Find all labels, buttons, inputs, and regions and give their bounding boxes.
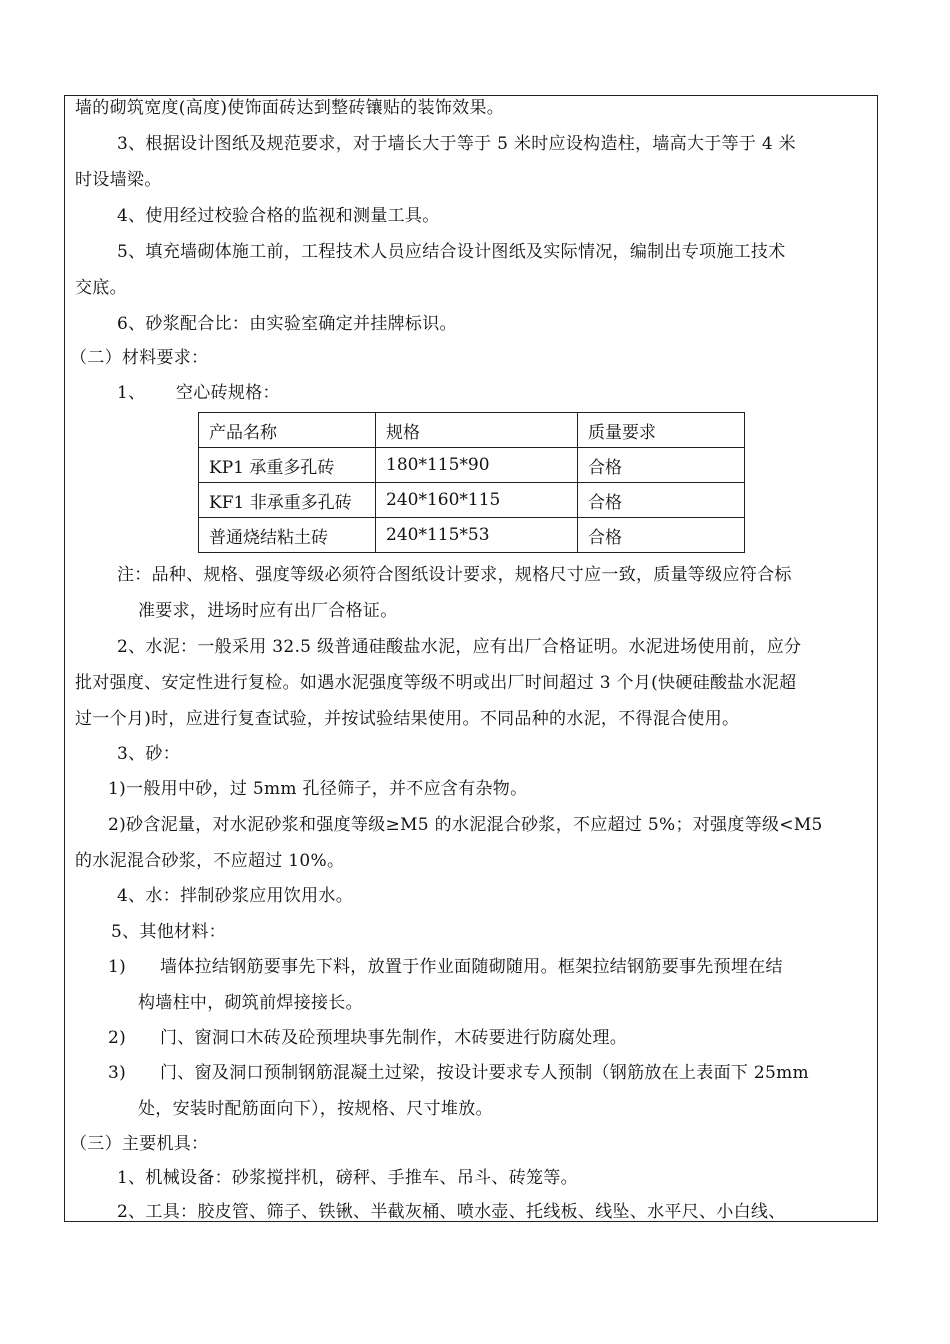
table-cell: KP1 承重多孔砖 <box>199 448 376 483</box>
section-heading-materials: （二）材料要求： <box>70 348 209 368</box>
paragraph-item-4: 4、使用经过校验合格的监视和测量工具。 <box>117 206 440 226</box>
table-header-cell: 质量要求 <box>578 413 745 448</box>
table-header-cell: 产品名称 <box>199 413 376 448</box>
table-row <box>199 518 745 553</box>
paragraph-continuation: 墙的砌筑宽度(高度)使饰面砖达到整砖镶贴的装饰效果。 <box>75 98 505 118</box>
sand-item-1: 1)一般用中砂，过 5mm 孔径筛子，并不应含有杂物。 <box>108 779 528 799</box>
other-item-1-cont: 构墙柱中，砌筑前焊接接长。 <box>138 993 363 1013</box>
other-item-number: 1) <box>108 957 127 977</box>
sand-item-2: 2)砂含泥量，对水泥砂浆和强度等级≥M5 的水泥混合砂浆，不应超过 5%；对强度等级<M5 <box>108 815 823 835</box>
other-materials-heading: 5、其他材料： <box>111 922 226 942</box>
paragraph-item-6: 6、砂浆配合比：由实验室确定并挂牌标识。 <box>117 314 457 334</box>
paragraph-item-3-cont: 时设墙梁。 <box>75 170 162 190</box>
other-item-1: 墙体拉结钢筋要事先下料，放置于作业面随砌随用。框架拉结钢筋要事先预埋在结 <box>160 957 783 977</box>
cement-paragraph: 2、水泥：一般采用 32.5 级普通硅酸盐水泥，应有出厂合格证明。水泥进场使用前，应分 <box>117 637 802 657</box>
table-cell: 240*115*53 <box>376 518 578 553</box>
other-item-3-cont: 处，安装时配筋面向下），按规格、尺寸堆放。 <box>138 1099 493 1119</box>
sand-item-2-cont: 的水泥混合砂浆，不应超过 10%。 <box>75 851 345 871</box>
paragraph-item-3: 3、根据设计图纸及规范要求，对于墙长大于等于 5 米时应设构造柱，墙高大于等于 4 米 <box>117 134 796 154</box>
sand-heading: 3、砂： <box>117 744 181 764</box>
brick-spec-label: 空心砖规格： <box>176 383 280 403</box>
tools-item-2: 2、工具：胶皮管、筛子、铁锹、半截灰桶、喷水壶、托线板、线坠、水平尺、小白线、 <box>117 1202 786 1222</box>
water-paragraph: 4、水：拌制砂浆应用饮用水。 <box>117 886 354 906</box>
table-cell: 普通烧结粘土砖 <box>199 518 376 553</box>
paragraph-item-5: 5、填充墙砌体施工前，工程技术人员应结合设计图纸及实际情况，编制出专项施工技术 <box>117 242 786 262</box>
cement-paragraph-cont: 批对强度、安定性进行复检。如遇水泥强度等级不明或出厂时间超过 3 个月(快硬硅酸盐水泥超 <box>75 673 797 693</box>
paragraph-item-5-cont: 交底。 <box>75 278 127 298</box>
cement-paragraph-cont: 过一个月)时，应进行复查试验，并按试验结果使用。不同品种的水泥，不得混合使用。 <box>75 709 740 729</box>
brick-spec-table <box>198 412 745 553</box>
table-row <box>199 483 745 518</box>
table-cell: KF1 非承重多孔砖 <box>199 483 376 518</box>
other-item-2: 门、窗洞口木砖及砼预埋块事先制作，木砖要进行防腐处理。 <box>160 1028 628 1048</box>
section-heading-tools: （三）主要机具： <box>70 1134 209 1154</box>
table-note-cont: 准要求，进场时应有出厂合格证。 <box>138 601 398 621</box>
other-item-number: 3) <box>108 1063 127 1083</box>
table-cell: 合格 <box>578 448 745 483</box>
table-header-cell: 规格 <box>376 413 578 448</box>
table-cell: 180*115*90 <box>376 448 578 483</box>
table-header-row <box>199 413 745 448</box>
brick-spec-number: 1、 <box>117 383 146 403</box>
tools-item-1: 1、机械设备：砂浆搅拌机，磅秤、手推车、吊斗、砖笼等。 <box>117 1168 578 1188</box>
table-cell: 合格 <box>578 483 745 518</box>
document-frame <box>64 95 878 1222</box>
table-note: 注：品种、规格、强度等级必须符合图纸设计要求，规格尺寸应一致，质量等级应符合标 <box>117 565 792 585</box>
table-cell: 240*160*115 <box>376 483 578 518</box>
other-item-3: 门、窗及洞口预制钢筋混凝土过梁，按设计要求专人预制（钢筋放在上表面下 25mm <box>160 1063 809 1083</box>
table-row <box>199 448 745 483</box>
other-item-number: 2) <box>108 1028 127 1048</box>
table-cell: 合格 <box>578 518 745 553</box>
